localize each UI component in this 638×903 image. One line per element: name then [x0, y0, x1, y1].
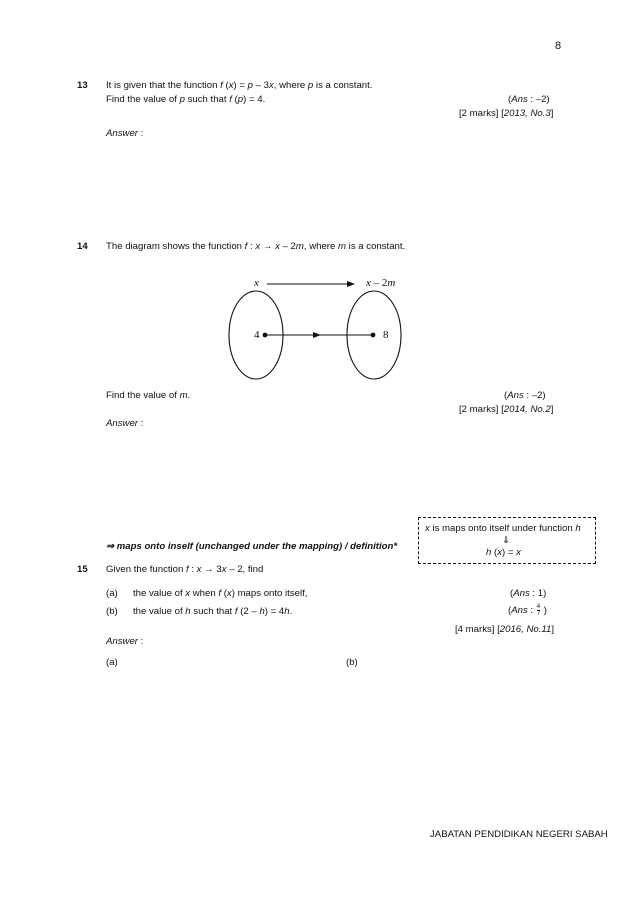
- domain-point: [263, 333, 268, 338]
- q14-number: 14: [77, 241, 88, 252]
- arrowhead-top: [347, 281, 355, 287]
- definition-box-line1: x is maps onto itself under function h: [425, 523, 581, 534]
- arrowhead-mid: [313, 332, 321, 338]
- q14-marks: [2 marks] [2014, No.2]: [459, 404, 554, 415]
- fraction-four-sevenths: $\frac{4}{7}$: [536, 604, 541, 617]
- q15-part-a-answer-hint: (Ans : 1): [510, 588, 547, 599]
- diagram-label-x: x: [254, 277, 259, 289]
- q13-marks: [2 marks] [2013, No.3]: [459, 108, 554, 119]
- q15-answer-part-b: (b): [346, 657, 358, 668]
- q15-number: 15: [77, 564, 88, 575]
- q13-answer-label: Answer :: [106, 128, 144, 139]
- page-number: 8: [555, 40, 562, 52]
- q13-answer-hint: (Ans : –2): [508, 94, 550, 105]
- q14-statement: The diagram shows the function f : x → x – 2m, where m is a constant.: [106, 241, 406, 252]
- definition-box: [418, 517, 596, 564]
- q15-part-a-label: (a): [106, 588, 118, 599]
- definition-note: ⇒ maps onto inself (unchanged under the mapping) / definition*: [106, 541, 398, 552]
- q15-answer-label: Answer :: [106, 636, 144, 647]
- implies-arrow: ⇒: [106, 541, 115, 552]
- q15-part-a-text: the value of x when f (x) maps onto itself,: [133, 588, 308, 599]
- diagram-value-8: 8: [383, 329, 389, 341]
- q14-answer-label: Answer :: [106, 418, 144, 429]
- q15-answer-part-a: (a): [106, 657, 118, 668]
- codomain-point: [371, 333, 376, 338]
- diagram-label-image: x – 2m: [366, 277, 396, 289]
- q14-answer-hint: (Ans : –2): [504, 390, 546, 401]
- footer-department: JABATAN PENDIDIKAN NEGERI SABAH: [430, 829, 608, 840]
- down-double-arrow-icon: ⇓: [502, 535, 511, 546]
- q13-task: Find the value of p such that f (p) = 4.: [106, 94, 266, 105]
- q13-statement: It is given that the function f (x) = p – 3x, where p is a constant.: [106, 80, 373, 91]
- diagram-value-4: 4: [254, 329, 260, 341]
- q15-part-b-answer-hint: (Ans : $\frac{4}{7}$ ): [508, 604, 547, 617]
- q13-number: 13: [77, 80, 88, 91]
- q15-statement: Given the function f : x → 3x – 2, find: [106, 564, 264, 575]
- q15-part-b-text: the value of h such that f (2 – h) = 4h.: [133, 606, 293, 617]
- q15-part-b-label: (b): [106, 606, 118, 617]
- q14-task: Find the value of m.: [106, 390, 191, 401]
- definition-box-line2: h (x) = x: [486, 547, 521, 558]
- q15-marks: [4 marks] [2016, No.11]: [455, 624, 555, 635]
